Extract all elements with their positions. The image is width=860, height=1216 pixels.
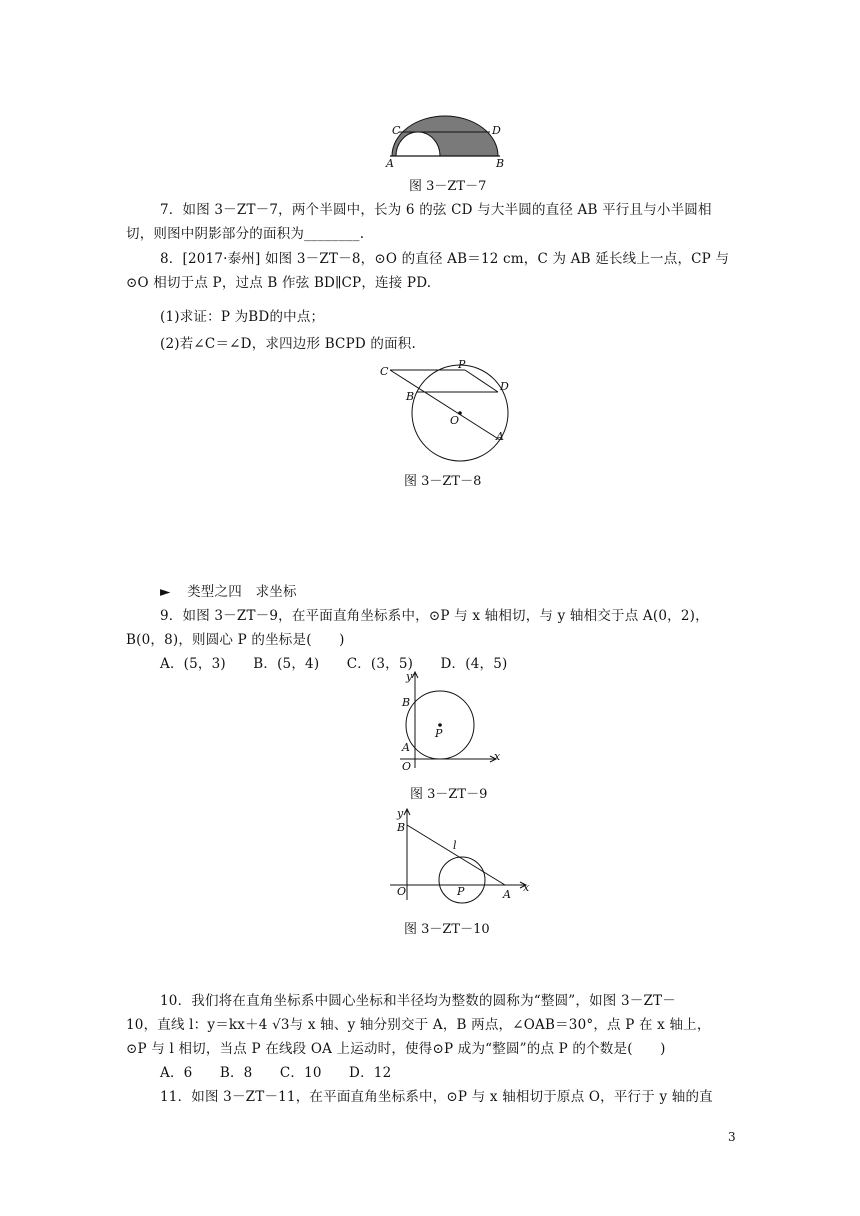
label-o: O	[402, 760, 412, 773]
question-10-line-1: 10．我们将在直角坐标系中圆心坐标和半径均为整数的圆称为“整圆”，如图 3－ZT－	[160, 993, 676, 1009]
label-y: y	[406, 670, 413, 683]
label-d: D	[492, 124, 501, 137]
line-l	[407, 825, 505, 885]
line-pd	[465, 370, 498, 392]
label-o: O	[450, 414, 460, 427]
label-c: C	[380, 365, 389, 378]
label-b: B	[397, 821, 406, 834]
label-p: P	[457, 885, 465, 898]
label-l: l	[453, 839, 457, 852]
question-7-line-2: 切，则图中阴影部分的面积为________.	[126, 226, 365, 242]
label-a: A	[496, 430, 504, 443]
question-8-line-1: 8．[2017·泰州] 如图 3－ZT－8，⊙O 的直径 AB＝12 cm，C 为 AB 延长线上一点，CP 与	[160, 251, 730, 267]
label-a: A	[503, 888, 511, 901]
label-b: B	[406, 390, 415, 403]
question-11-line-1: 11．如图 3－ZT－11，在平面直角坐标系中，⊙P 与 x 轴相切于原点 O，平行于 y 轴的直	[160, 1089, 713, 1105]
question-8-part-2: (2)若∠C＝∠D，求四边形 BCPD 的面积.	[160, 336, 416, 352]
label-x: x	[523, 881, 530, 894]
question-9-line-1: 9．如图 3－ZT－9，在平面直角坐标系中，⊙P 与 x 轴相切，与 y 轴相交于点 A(0，2)，	[160, 608, 709, 624]
figure-3-zt-7	[380, 108, 510, 170]
label-y: y	[397, 807, 404, 820]
label-p: P	[435, 727, 443, 740]
question-9-line-2: B(0，8)，则圆心 P 的坐标是( )	[126, 632, 345, 648]
label-a: A	[402, 741, 410, 754]
label-d: D	[500, 380, 509, 393]
figure-caption-8: 图 3－ZT－8	[404, 474, 482, 489]
label-a: A	[386, 157, 394, 170]
figure-caption-10: 图 3－ZT－10	[404, 922, 490, 937]
label-x: x	[494, 750, 501, 763]
question-9-options: A．(5，3) B．(5，4) C．(3，5) D．(4，5)	[160, 656, 508, 672]
question-8-line-2: ⊙O 相切于点 P，过点 B 作弦 BD∥CP，连接 PD.	[126, 275, 432, 291]
label-b: B	[402, 696, 411, 709]
question-10-options: A．6 B．8 C．10 D．12	[160, 1065, 392, 1081]
figure-3-zt-10	[385, 805, 535, 905]
label-c: C	[392, 124, 401, 137]
figure-3-zt-9	[390, 668, 505, 773]
figure-caption-9: 图 3－ZT－9	[410, 787, 488, 802]
label-o: O	[397, 885, 407, 898]
section-title: 类型之四 求坐标	[187, 584, 297, 600]
question-10-line-3: ⊙P 与 l 相切，当点 P 在线段 OA 上运动时，使得⊙P 成为“整圆”的点 P 的个数是( )	[126, 1041, 666, 1057]
section-header	[160, 580, 297, 600]
question-10-line-2: 10，直线 l：y＝kx＋4 √3与 x 轴、y 轴分别交于 A，B 两点，∠OAB＝30°，点 P 在 x 轴上，	[126, 1017, 711, 1033]
line-ca	[390, 370, 500, 440]
section-marker: ►	[160, 584, 171, 600]
question-8-part-1: (1)求证：P 为BD的中点；	[160, 309, 325, 325]
label-p: P	[458, 360, 466, 371]
page-number: 3	[728, 1130, 736, 1144]
label-b: B	[496, 157, 505, 170]
figure-3-zt-8	[370, 360, 520, 465]
figure-caption-7: 图 3－ZT－7	[409, 179, 487, 194]
question-7-line-1: 7．如图 3－ZT－7，两个半圆中，长为 6 的弦 CD 与大半圆的直径 AB 平行且与小半圆相	[160, 202, 712, 218]
